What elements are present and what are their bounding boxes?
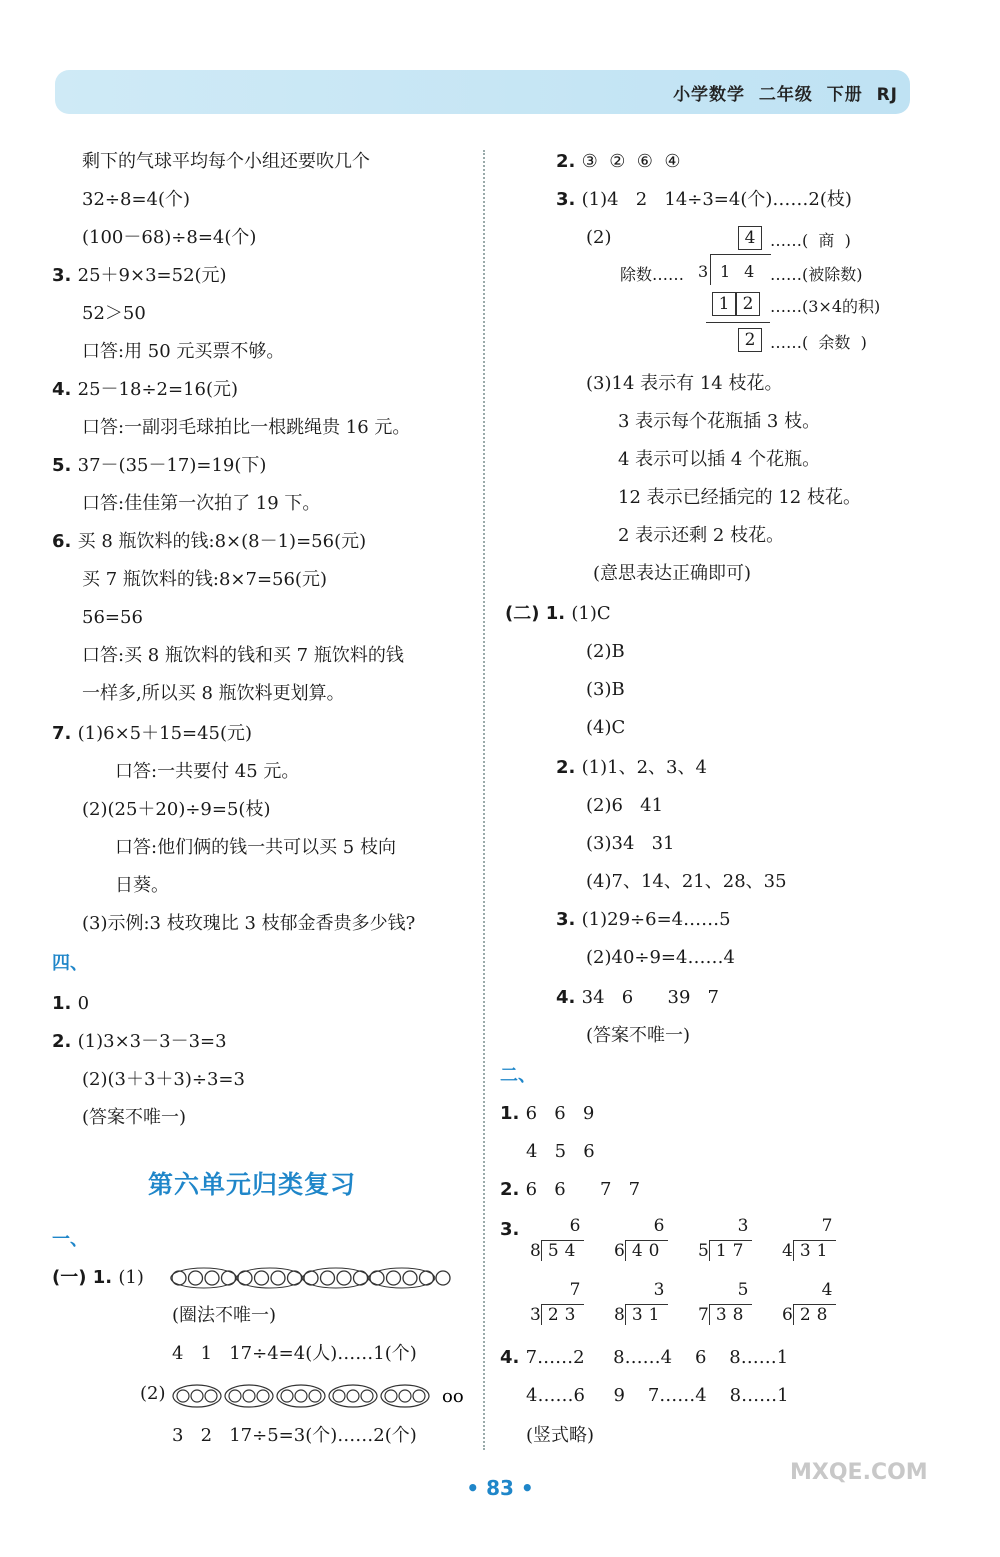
answer-text: (答案不唯一): [586, 1025, 691, 1046]
long-division: [782, 1280, 836, 1325]
page-number: • 83 •: [466, 1476, 534, 1500]
bead: [333, 1390, 345, 1402]
left-line: [82, 682, 345, 706]
left-line: [115, 874, 169, 898]
left-line: [115, 836, 396, 860]
question-number: 2.: [556, 151, 582, 172]
answer-text: 56=56: [82, 607, 143, 628]
header-title: 小学数学 二年级 下册 RJ: [673, 85, 898, 105]
watermark: MXQE.COM: [790, 1460, 928, 1485]
right-line: [593, 562, 751, 586]
question-number: 4.: [500, 1347, 526, 1368]
right-line: [505, 602, 611, 626]
product-box-1: 1: [712, 292, 736, 316]
bead: [337, 1271, 351, 1285]
right-line: [526, 1424, 594, 1448]
quotient: 5: [737, 1280, 749, 1300]
quotient: 6: [653, 1216, 665, 1236]
answer-text: 口答:一副羽毛球拍比一根跳绳贵 16 元。: [82, 417, 411, 438]
right-line: [500, 1102, 594, 1126]
unit-title: 第六单元归类复习: [148, 1170, 357, 1199]
answer-text: 剩下的气球平均每个小组还要吹几个: [82, 151, 370, 172]
dividend: 17: [709, 1240, 753, 1261]
answer-text: 25＋9×3=52(元): [77, 265, 227, 286]
left-line: [82, 1068, 245, 1092]
left-line: [52, 378, 238, 402]
right-line: [586, 832, 674, 856]
question-number: 3.: [52, 265, 78, 286]
bead: [257, 1390, 269, 1402]
bead-group-loop: [277, 1385, 325, 1407]
divisor-value: 3: [698, 262, 709, 281]
answer-text: 口答:一共要付 45 元。: [115, 761, 300, 782]
answer-text: (1): [118, 1267, 144, 1288]
bead-row-1: [170, 1266, 460, 1290]
quotient: 4: [821, 1280, 833, 1300]
long-division: [614, 1216, 668, 1261]
answer-text: (3)14 表示有 14 枝花。: [586, 373, 783, 394]
quotient: 3: [737, 1216, 749, 1236]
bead: [385, 1390, 397, 1402]
dividend: 23: [541, 1304, 585, 1325]
answer-text: 52＞50: [82, 303, 146, 324]
answer-text: (1)1、2、3、4: [581, 757, 707, 778]
answer-text: (2)40÷9=4……4: [586, 947, 735, 968]
bead: [413, 1390, 425, 1402]
divisor: 7: [698, 1305, 709, 1325]
question-number: 7.: [52, 723, 78, 744]
label-quotient: ……( 商 ): [770, 231, 851, 250]
dividend-value: 14: [720, 262, 769, 281]
left-line: [82, 798, 270, 822]
question-number: 3.: [556, 189, 582, 210]
answer-text: (2): [140, 1383, 166, 1404]
question-number: 2.: [52, 1031, 78, 1052]
answer-text: 3 表示每个花瓶插 3 枝。: [618, 411, 821, 432]
question-number: 6.: [52, 531, 78, 552]
answer-text: (100－68)÷8=4(个): [82, 227, 257, 248]
left-line: [82, 568, 327, 592]
right-line: [586, 870, 787, 894]
answer-text: 4……6 9 7……4 8……1: [526, 1385, 789, 1406]
answer-text: (2): [586, 227, 612, 248]
answer-text: 32÷8=4(个): [82, 189, 191, 210]
answer-text: (2)B: [586, 641, 625, 662]
answer-text: 12 表示已经插完的 12 枝花。: [618, 487, 861, 508]
left-line: [172, 1424, 417, 1448]
right-line: [500, 1178, 640, 1202]
left-line: [52, 264, 227, 288]
right-line: [618, 448, 820, 472]
answer-text: 2 表示还剩 2 枝花。: [618, 525, 785, 546]
right-line: [586, 678, 625, 702]
answer-text: 口答:买 8 瓶饮料的钱和买 7 瓶饮料的钱: [82, 645, 404, 666]
bead: [387, 1271, 401, 1285]
bead: [321, 1271, 335, 1285]
answer-text: (2)(25＋20)÷9=5(枝): [82, 799, 271, 820]
answer-text: 3 2 17÷5=3(个)……2(个): [172, 1425, 417, 1446]
right-line: [586, 372, 782, 396]
quotient: 7: [821, 1216, 833, 1236]
divisor: 8: [530, 1241, 541, 1261]
right-line: [526, 1140, 595, 1164]
question-number: (二) 1.: [505, 603, 572, 624]
right-line: [586, 946, 735, 970]
left-line: [52, 992, 89, 1016]
left-line: [172, 1304, 276, 1328]
question-number: 3.: [556, 909, 582, 930]
answer-text: (1)4 2 14÷3=4(个)……2(枝): [581, 189, 852, 210]
answer-text: 7……2 8……4 6 8……1: [525, 1347, 789, 1368]
bead-group-loop: [225, 1385, 273, 1407]
dividend: 28: [793, 1304, 837, 1325]
dividend: 54: [541, 1240, 585, 1261]
bead-group-loop: [173, 1385, 221, 1407]
answer-text: 口答:他们俩的钱一共可以买 5 枝向: [115, 837, 396, 858]
right-line: [556, 150, 681, 174]
label-remainder: ……( 余数 ): [770, 333, 867, 352]
answer-text: 4 5 6: [526, 1141, 595, 1162]
bead: [347, 1390, 359, 1402]
divisor: 6: [614, 1241, 625, 1261]
answer-text: 一样多,所以买 8 瓶饮料更划算。: [82, 683, 345, 704]
long-division: [614, 1280, 668, 1325]
left-line: [172, 1342, 417, 1366]
bead-group-loop: [381, 1385, 429, 1407]
right-line: [586, 794, 663, 818]
question-number: 1.: [500, 1103, 526, 1124]
divisor: 3: [530, 1305, 541, 1325]
left-line: [52, 1266, 144, 1290]
right-line: [586, 640, 625, 664]
divisor: 6: [782, 1305, 793, 1325]
bead: [177, 1390, 189, 1402]
answer-text: (1)6×5＋15=45(元): [77, 723, 253, 744]
column-divider: [483, 150, 485, 1450]
left-line: [82, 188, 190, 212]
label-dividend: ……(被除数): [770, 265, 863, 284]
right-line: [556, 986, 719, 1010]
bead: [205, 1271, 219, 1285]
right-line: [556, 908, 731, 932]
left-line: [82, 150, 370, 174]
bead: [399, 1390, 411, 1402]
bead: [243, 1390, 255, 1402]
right-line: [618, 524, 784, 548]
answer-text: (意思表达正确即可): [593, 563, 752, 584]
answer-text: 6 6 7 7: [525, 1179, 641, 1200]
bead: [255, 1271, 269, 1285]
bead: [229, 1390, 241, 1402]
answer-text: 6 6 9: [525, 1103, 595, 1124]
page-header: [55, 70, 910, 114]
right-line: [586, 1024, 690, 1048]
left-line: [52, 722, 252, 746]
answer-text: (1)C: [571, 603, 611, 624]
bead: [281, 1390, 293, 1402]
answer-text: (答案不唯一): [82, 1107, 187, 1128]
right-line: [586, 716, 625, 740]
label-product: ……(3×4的积): [770, 297, 881, 316]
bead-group-loop: [237, 1268, 303, 1288]
question-number: 5.: [52, 455, 78, 476]
answer-text: 37－(35－17)=19(下): [77, 455, 267, 476]
answer-text: (2)(3＋3＋3)÷3=3: [82, 1069, 245, 1090]
right-line: [556, 188, 852, 212]
bead: [309, 1390, 321, 1402]
question-number: 4.: [52, 379, 78, 400]
question-number: 2.: [556, 757, 582, 778]
answer-text: (3)34 31: [586, 833, 675, 854]
left-line: [52, 952, 88, 976]
answer-text: (竖式略): [526, 1425, 595, 1446]
question-number: 2.: [500, 1179, 526, 1200]
bead-group-loop: [171, 1268, 237, 1288]
right-line: [500, 1064, 536, 1088]
long-division: [782, 1216, 836, 1261]
left-line: [82, 226, 256, 250]
right-line: [526, 1384, 789, 1408]
answer-text: (4)7、14、21、28、35: [586, 871, 787, 892]
left-line: [82, 492, 320, 516]
left-line: [82, 302, 146, 326]
answer-text: (圈法不唯一): [172, 1305, 277, 1326]
section-heading: 一、: [52, 1229, 88, 1250]
answer-text: (4)C: [586, 717, 626, 738]
answer-text: ③ ② ⑥ ④: [581, 151, 681, 172]
dividend: 31: [793, 1240, 837, 1261]
left-line: [82, 340, 284, 364]
division-diagram: [620, 226, 910, 356]
left-line: [82, 416, 410, 440]
right-line: [500, 1346, 788, 1370]
left-line: [82, 912, 415, 936]
right-line: [556, 756, 707, 780]
answer-text: (2)6 41: [586, 795, 664, 816]
left-line: [140, 1382, 166, 1406]
left-line: [82, 606, 143, 630]
bead: [295, 1390, 307, 1402]
quotient: 7: [569, 1280, 581, 1300]
quotient: 3: [653, 1280, 665, 1300]
subtraction-line: [706, 322, 770, 323]
answer-text: 4 表示可以插 4 个花瓶。: [618, 449, 821, 470]
bead: [191, 1390, 203, 1402]
left-line: [52, 454, 266, 478]
divisor: 5: [698, 1241, 709, 1261]
bead: [189, 1271, 203, 1285]
answer-text: (1)3×3－3－3=3: [77, 1031, 227, 1052]
right-line: [618, 410, 820, 434]
answer-text: (1)29÷6=4……5: [581, 909, 731, 930]
long-division: [698, 1216, 752, 1261]
answer-text: 日葵。: [115, 875, 169, 896]
dividend: 31: [625, 1304, 669, 1325]
question-number: 4.: [556, 987, 582, 1008]
answer-text: 买 7 瓶饮料的钱:8×7=56(元): [82, 569, 327, 590]
left-line: [115, 760, 299, 784]
answer-text: 买 8 瓶饮料的钱:8×(8－1)=56(元): [77, 531, 367, 552]
left-line: [52, 1030, 227, 1054]
bead: [436, 1271, 450, 1285]
left-line: [82, 644, 404, 668]
bead: [403, 1271, 417, 1285]
left-line: [52, 530, 366, 554]
bead-row-2: [170, 1383, 464, 1409]
long-division: [530, 1216, 584, 1261]
product-box-2: 2: [736, 292, 760, 316]
dividend: 40: [625, 1240, 669, 1261]
bead-group-loop: [369, 1268, 435, 1288]
question-number: 1.: [52, 993, 78, 1014]
right-line: [618, 486, 861, 510]
bead-group-loop: [303, 1268, 369, 1288]
section-heading: 二、: [500, 1065, 536, 1086]
divisor: 4: [782, 1241, 793, 1261]
answer-text: 口答:佳佳第一次拍了 19 下。: [82, 493, 321, 514]
label-divisor: 除数……: [620, 265, 685, 284]
long-division: [530, 1280, 584, 1325]
answer-text: (3)示例:3 枝玫瑰比 3 枝郁金香贵多少钱?: [82, 913, 416, 934]
dividend: 38: [709, 1304, 753, 1325]
long-division: [698, 1280, 752, 1325]
question-number: 3.: [500, 1219, 526, 1240]
bead: [205, 1390, 217, 1402]
answer-text: 34 6 39 7: [581, 987, 720, 1008]
question-number: (一) 1.: [52, 1267, 119, 1288]
answer-text: 25－18÷2=16(元): [77, 379, 239, 400]
quotient-box: 4: [738, 226, 762, 250]
section-heading: 四、: [52, 953, 88, 974]
bead: [361, 1390, 373, 1402]
left-line: [52, 1228, 88, 1252]
left-line: [82, 1106, 186, 1130]
bead: [271, 1271, 285, 1285]
bead-group-loop: [329, 1385, 377, 1407]
loose-beads: oo: [442, 1386, 464, 1407]
answer-text: 0: [77, 993, 90, 1014]
answer-text: (3)B: [586, 679, 625, 700]
right-line: [586, 226, 612, 250]
right-line: [500, 1218, 526, 1242]
quotient: 6: [569, 1216, 581, 1236]
answer-text: 4 1 17÷4=4(人)……1(个): [172, 1343, 417, 1364]
divisor: 8: [614, 1305, 625, 1325]
remainder-box: 2: [738, 328, 762, 352]
answer-text: 口答:用 50 元买票不够。: [82, 341, 285, 362]
